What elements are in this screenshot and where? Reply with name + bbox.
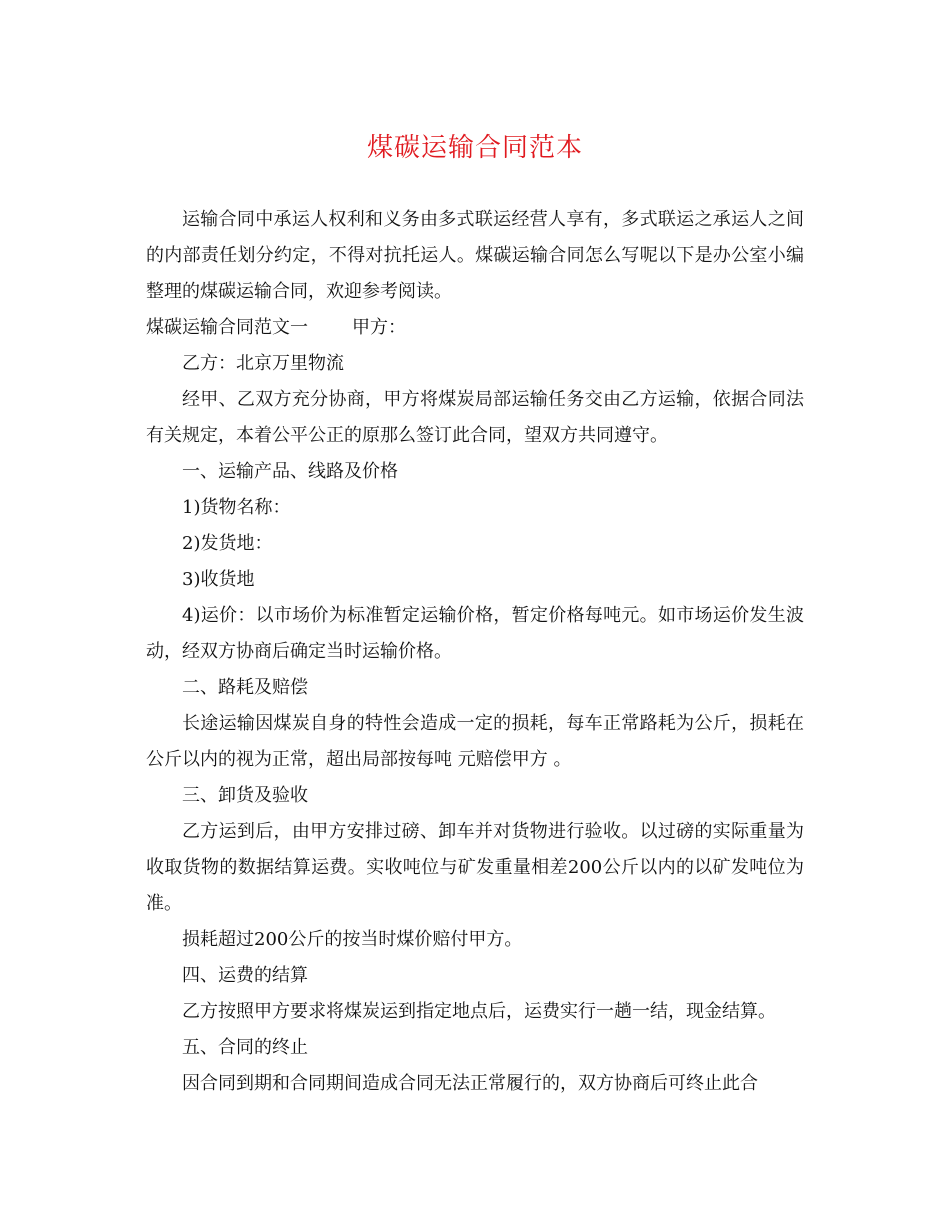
sample-heading: 煤碳运输合同范文一: [146, 317, 308, 338]
section-3-heading: 三、卸货及验收: [182, 785, 308, 806]
section-1-item-4: 4)运价：以市场价为标准暂定运输价格，暂定价格每吨元。如市场运价发生波动，经双方协商后确定当时运输价格。: [146, 605, 804, 662]
section-1-item-2: 2)发货地：: [182, 533, 273, 554]
section-1-item-1: 1)货物名称：: [182, 497, 291, 518]
section-2-text: 长途运输因煤炭自身的特性会造成一定的损耗，每车正常路耗为公斤，损耗在 公斤以内的视为正常，超出局部按每吨 元赔偿甲方 。: [146, 713, 804, 770]
section-4-text: 乙方按照甲方要求将煤炭运到指定地点后，运费实行一趟一结，现金结算。: [182, 1001, 776, 1022]
party-a: 甲方：: [352, 317, 406, 338]
party-b: 乙方：北京万里物流: [182, 353, 344, 374]
preamble-paragraph: 经甲、乙双方充分协商，甲方将煤炭局部运输任务交由乙方运输，依据合同法有关规定，本着公平公正的原那么签订此合同，望双方共同遵守。: [146, 389, 804, 446]
section-2-heading: 二、路耗及赔偿: [182, 677, 308, 698]
intro-paragraph: 运输合同中承运人权利和义务由多式联运经营人享有，多式联运之承运人之间的内部责任划分约定，不得对抗托运人。煤碳运输合同怎么写呢以下是办公室小编整理的煤碳运输合同，欢迎参考阅读。: [146, 209, 804, 302]
section-5-text: 因合同到期和合同期间造成合同无法正常履行的，双方协商后可终止此合: [182, 1073, 758, 1094]
document-body: [146, 202, 804, 1102]
section-3-text-2: 损耗超过200公斤的按当时煤价赔付甲方。: [182, 929, 523, 950]
document-title: 煤碳运输合同范本: [366, 133, 583, 163]
section-3-text-1: 乙方运到后，由甲方安排过磅、卸车并对货物进行验收。以过磅的实际重量为收取货物的数据结算运费。实收吨位与矿发重量相差200公斤以内的以矿发吨位为准。: [146, 821, 804, 914]
section-5-heading: 五、合同的终止: [182, 1037, 308, 1058]
section-1-heading: 一、运输产品、线路及价格: [182, 461, 398, 482]
section-1-item-3: 3)收货地: [182, 569, 255, 590]
section-4-heading: 四、运费的结算: [182, 965, 308, 986]
sample-heading-line: [146, 310, 804, 346]
